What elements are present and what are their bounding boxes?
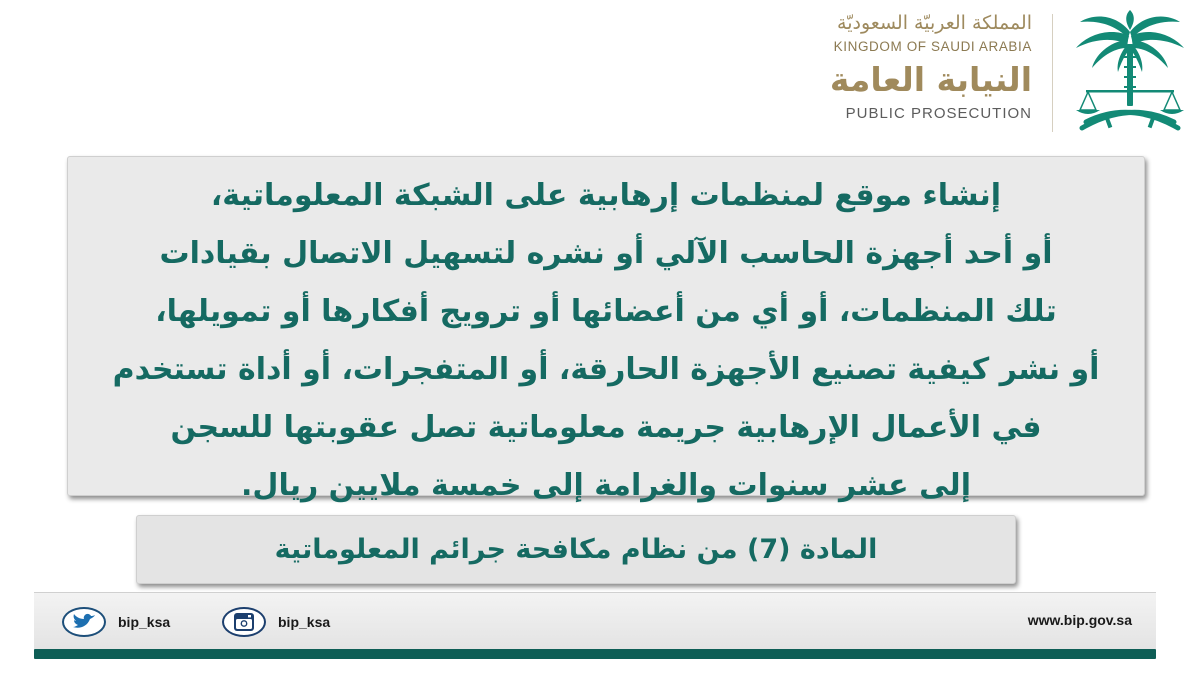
kingdom-name-english: KINGDOM OF SAUDI ARABIA [833, 39, 1032, 54]
footer-stripe [34, 649, 1156, 659]
organization-name-block [792, 10, 1032, 126]
organization-name-english: PUBLIC PROSECUTION [845, 105, 1032, 122]
statement-line: تلك المنظمات، أو أي من أعضائها أو ترويج أفكارها أو تمويلها، [155, 294, 1057, 329]
article-reference-box [136, 515, 1016, 584]
organization-name-arabic: النيابة العامة [829, 60, 1032, 99]
twitter-handle: bip_ksa [118, 614, 171, 630]
twitter-link[interactable] [62, 606, 170, 638]
statement-line: في الأعمال الإرهابية جريمة معلوماتية تصل عقوبتها للسجن [170, 410, 1042, 445]
header [0, 0, 1200, 150]
statement-line: أو نشر كيفية تصنيع الأجهزة الحارقة، أو المتفجرات، أو أداة تستخدم [112, 352, 1100, 387]
instagram-handle: bip_ksa [278, 614, 331, 630]
article-reference-text: المادة (7) من نظام مكافحة جرائم المعلوماتية [274, 534, 878, 565]
statement-line: إلى عشر سنوات والغرامة إلى خمسة ملايين ريال. [241, 468, 971, 503]
website-link[interactable]: www.bip.gov.sa [1027, 612, 1132, 628]
footer-band [34, 592, 1156, 655]
header-divider [1052, 14, 1053, 132]
palm-swords-scales-icon [1066, 10, 1194, 140]
statement-line: أو أحد أجهزة الحاسب الآلي أو نشره لتسهيل الاتصال بقيادات [159, 236, 1053, 271]
instagram-icon [222, 607, 266, 637]
instagram-link[interactable] [222, 606, 330, 638]
statement-box [67, 156, 1145, 503]
kingdom-name-arabic: المملكة العربيّة السعوديّة [837, 12, 1032, 34]
statement-text [68, 167, 1144, 515]
statement-line: إنشاء موقع لمنظمات إرهابية على الشبكة المعلوماتية، [210, 178, 1002, 213]
twitter-bird-icon [62, 607, 106, 637]
